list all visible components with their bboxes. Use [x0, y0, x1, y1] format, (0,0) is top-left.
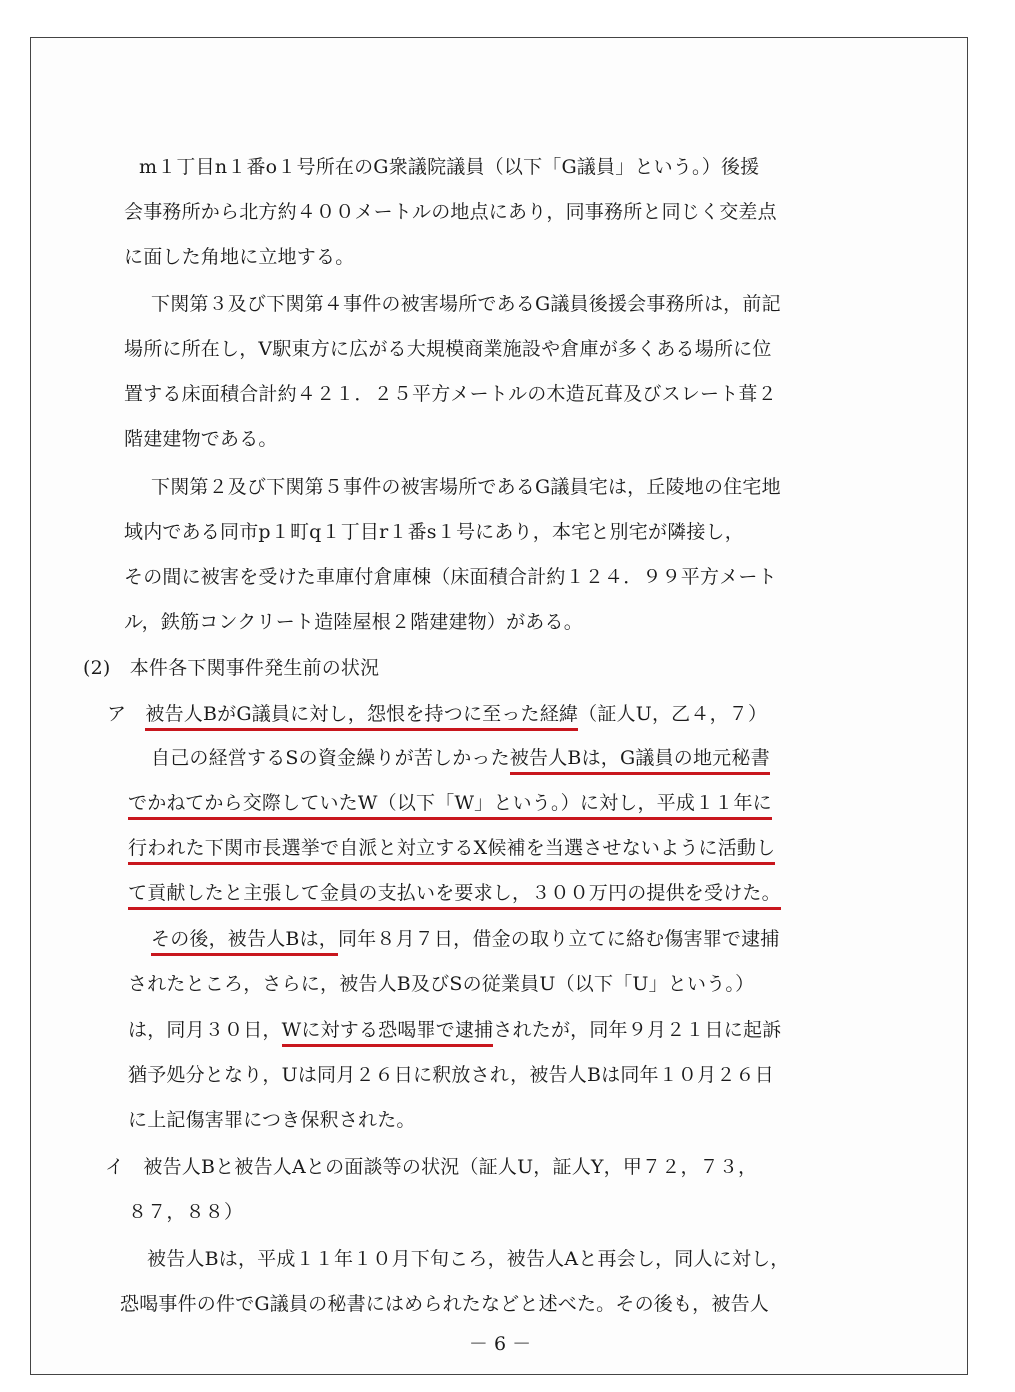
text-line: [128, 1018, 781, 1042]
text-line: [124, 565, 777, 589]
text-segment: されたが，同年９月２１日に起訴: [493, 1019, 782, 1041]
text-line: [128, 791, 772, 815]
underlined-text: その後，被告人Bは，: [151, 928, 338, 956]
underlined-text: 被告人BがG議員に対し，怨恨を持つに至った経緯: [145, 703, 578, 731]
text-segment: 同年８月７日，借金の取り立てに絡む傷害罪で逮捕: [337, 928, 780, 950]
text-segment: 下関第２及び下関第５事件の被害場所であるG議員宅は，丘陵地の住宅地: [151, 476, 781, 498]
text-line: [151, 927, 780, 951]
text-line: [124, 520, 744, 544]
text-line: [124, 382, 777, 406]
text-line: [124, 610, 583, 634]
text-line: [124, 200, 777, 224]
text-segment: に上記傷害罪につき保釈された。: [128, 1109, 416, 1131]
text-segment: (2) 本件各下関事件発生前の状況: [83, 657, 380, 679]
page-number: － 6 －: [468, 1333, 532, 1355]
underlined-text: Wに対する恐喝罪で逮捕: [282, 1019, 494, 1047]
text-line: [151, 746, 770, 770]
text-line: [151, 292, 781, 316]
text-line: [107, 702, 767, 726]
text-segment: 恐喝事件の件でG議員の秘書にはめられたなどと述べた。その後も，被告人: [120, 1293, 769, 1315]
text-line: [128, 1108, 416, 1132]
text-segment: 域内である同市p１町q１丁目r１番s１号にあり，本宅と別宅が隣接し，: [124, 521, 744, 543]
text-line: [128, 881, 781, 905]
text-line: [128, 972, 754, 996]
text-segment: 場所に所在し，V駅東方に広がる大規模商業施設や倉庫が多くある場所に位: [124, 338, 772, 360]
text-line: [147, 1247, 790, 1271]
text-segment: （証人U，乙４，７）: [578, 703, 768, 725]
text-line: [128, 1063, 774, 1087]
text-line: [128, 1200, 243, 1224]
text-segment: その間に被害を受けた車庫付倉庫棟（床面積合計約１２４．９９平方メート: [124, 566, 777, 588]
text-segment: ア: [107, 703, 146, 725]
text-segment: 会事務所から北方約４００メートルの地点にあり，同事務所と同じく交差点: [124, 201, 777, 223]
text-line: [128, 836, 775, 860]
text-line: [83, 656, 379, 680]
document-page: [30, 37, 968, 1375]
underlined-text: 被告人Bは，G議員の地元秘書: [510, 747, 770, 775]
text-segment: 猶予処分となり，Uは同月２６日に釈放され，被告人Bは同年１０月２６日: [128, 1064, 774, 1086]
text-segment: 自己の経営するSの資金繰りが苦しかった: [151, 747, 510, 769]
text-segment: 階建建物である。: [124, 428, 278, 450]
text-line: [139, 155, 759, 179]
text-line: [105, 1155, 757, 1179]
text-segment: ル，鉄筋コンクリート造陸屋根２階建建物）がある。: [124, 611, 583, 633]
underlined-text: て貢献したと主張して金員の支払いを要求し，３００万円の提供を受けた。: [128, 882, 781, 910]
text-segment: m１丁目n１番o１号所在のG衆議院議員（以下「G議員」という。）後援: [139, 156, 760, 178]
text-line: [124, 427, 278, 451]
text-segment: 置する床面積合計約４２１．２５平方メートルの木造瓦葺及びスレート葺２: [124, 383, 777, 405]
underlined-text: でかねてから交際していたW（以下「W」という。）に対し，平成１１年に: [128, 792, 772, 820]
text-segment: ８７，８８）: [128, 1201, 244, 1223]
text-segment: に面した角地に立地する。: [124, 246, 355, 268]
text-segment: されたところ，さらに，被告人B及びSの従業員U（以下「U」という。）: [128, 973, 755, 995]
text-line: [151, 475, 781, 499]
text-segment: 被告人Bは，平成１１年１０月下旬ころ，被告人Aと再会し，同人に対し，: [147, 1248, 790, 1270]
underlined-text: 行われた下関市長選挙で自派と対立するX候補を当選させないように活動し: [128, 837, 775, 865]
text-line: [124, 245, 354, 269]
text-line: [120, 1292, 769, 1316]
text-line: [124, 337, 772, 361]
text-segment: イ 被告人Bと被告人Aとの面談等の状況（証人U，証人Y，甲７２，７３，: [105, 1156, 758, 1178]
text-segment: 下関第３及び下関第４事件の被害場所であるG議員後援会事務所は，前記: [151, 293, 781, 315]
text-segment: は，同月３０日，: [128, 1019, 282, 1041]
